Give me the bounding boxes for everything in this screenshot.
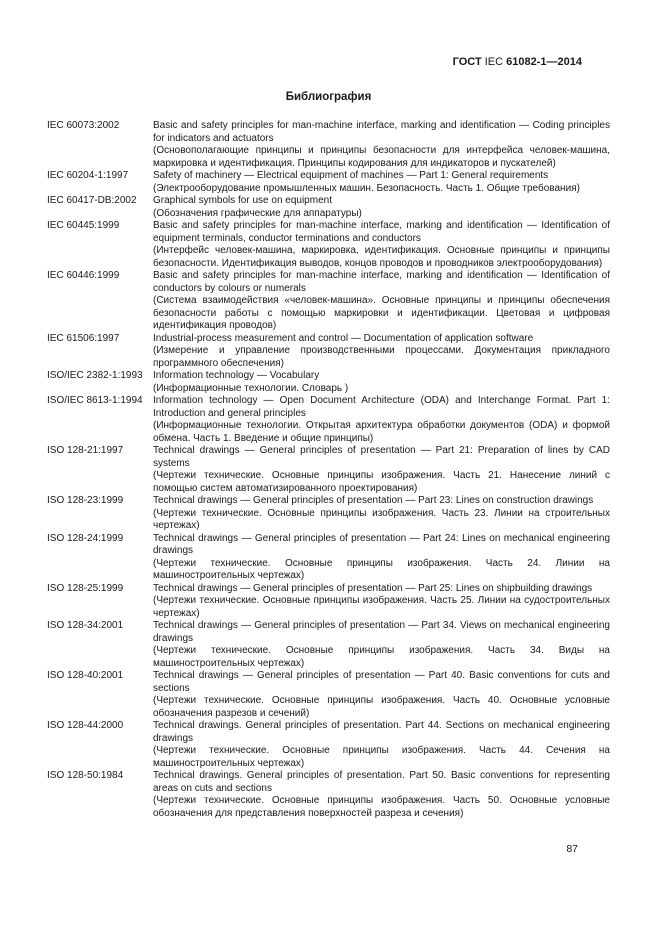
reference-code: ISO/IEC 2382-1:1993: [47, 370, 143, 381]
entry-text-english: Technical drawings — General principles of presentation — Part 34. Views on mechanical engineering drawings: [153, 620, 610, 644]
entry-text-russian: (Основополагающие принципы и принципы безопасности для интерфейса человек-машина, маркировка и идентификация. Принципы кодирования для индикаторов и пускателей): [153, 145, 610, 169]
entry-text-english: Basic and safety principles for man-machine interface, marking and identification — Identification of conductors by colours or numerals: [153, 270, 610, 294]
entry-text-russian: (Обозначения графические для аппаратуры): [153, 207, 362, 219]
entry-description: [153, 195, 610, 220]
reference-code: ISO 128-40:2001: [47, 670, 124, 681]
header-standard-number: 61082-1—2014: [506, 56, 582, 68]
entry-text-english: Graphical symbols for use on equipment: [153, 195, 332, 206]
entry-text-english: Technical drawings. General principles of presentation. Part 44. Sections on mechanical engineering drawings: [153, 720, 610, 744]
reference-code: ISO 128-34:2001: [47, 620, 124, 631]
reference-code: IEC 60417-DB:2002: [47, 195, 137, 206]
bibliography-entry: [47, 670, 610, 720]
reference-code: ISO 128-44:2000: [47, 720, 124, 731]
bibliography-entry: [47, 333, 610, 371]
entry-text-russian: (Чертежи технические. Основные принципы изображения. Часть 44. Сечения на машиностроительных чертежах): [153, 745, 610, 769]
reference-code: IEC 60204-1:1997: [47, 170, 129, 181]
entry-description: [153, 395, 610, 445]
reference-code: ISO 128-23:1999: [47, 495, 124, 506]
bibliography-entry: [47, 120, 610, 170]
reference-code: ISO 128-21:1997: [47, 445, 124, 456]
bibliography-entry: [47, 395, 610, 445]
reference-code: IEC 60446:1999: [47, 270, 120, 281]
reference-code: ISO/IEC 8613-1:1994: [47, 395, 143, 406]
running-header: [453, 55, 582, 69]
entry-text-russian: (Интерфейс человек-машина, маркировка, идентификация. Основные принципы и принципы безопасности. Идентификация выводов, концов проводов и проводников электрооборудования): [153, 245, 610, 269]
entry-description: [153, 120, 610, 170]
entry-description: [153, 370, 610, 395]
entry-description: [153, 445, 610, 495]
bibliography-entry: [47, 195, 610, 220]
bibliography-list: [47, 120, 610, 820]
page-number: 87: [566, 843, 578, 855]
entry-text-russian: (Чертежи технические. Основные принципы изображения. Часть 24. Линии на машиностроительных чертежах): [153, 557, 610, 581]
entry-text-english: Basic and safety principles for man-machine interface, marking and identification — Identification of equipment terminals, conductor terminations and conductors: [153, 220, 610, 244]
header-gost-label: ГОСТ: [452, 56, 482, 68]
entry-text-english: Information technology — Vocabulary: [153, 370, 320, 381]
entry-text-english: Basic and safety principles for man-machine interface, marking and identification — Coding principles for indicators and actuators: [153, 120, 610, 144]
entry-text-english: Technical drawings — General principles of presentation — Part 23: Lines on construction drawings: [153, 495, 594, 506]
entry-description: [153, 770, 610, 820]
entry-description: [153, 270, 610, 333]
page-title: Библиография: [285, 91, 372, 103]
entry-text-russian: (Чертежи технические. Основные принципы изображения. Часть 25. Линии на судостроительных чертежах): [153, 595, 610, 619]
entry-text-russian: (Система взаимодействия «человек-машина». Основные принципы и принципы обеспечения безопасности работы с помощью маркировки и идентификации. Цветовая и цифровая идентификация проводов): [153, 295, 610, 331]
entry-text-english: Information technology — Open Document Architecture (ODA) and Interchange Format. Part 1: Introduction and general principles: [153, 395, 610, 419]
entry-text-russian: (Чертежи технические. Основные принципы изображения. Часть 21. Нанесение линий с помощью систем автоматизированного проектирования): [153, 470, 610, 494]
entry-description: [153, 333, 610, 371]
bibliography-entry: [47, 220, 610, 270]
bibliography-entry: [47, 495, 610, 533]
reference-code: IEC 60073:2002: [47, 120, 120, 131]
bibliography-entry: [47, 533, 610, 583]
entry-description: [153, 670, 610, 720]
bibliography-entry: [47, 270, 610, 333]
bibliography-entry: [47, 720, 610, 770]
bibliography-entry: [47, 620, 610, 670]
entry-text-russian: (Электрооборудование промышленных машин. Безопасность. Часть 1. Общие требования): [153, 182, 580, 194]
entry-text-russian: (Чертежи технические. Основные принципы изображения. Часть 23. Линии на строительных чертежах): [153, 507, 610, 531]
entry-description: [153, 533, 610, 583]
bibliography-entry: [47, 370, 610, 395]
entry-text-english: Technical drawings — General principles of presentation — Part 24: Lines on mechanical engineering drawings: [153, 532, 610, 556]
entry-text-english: Technical drawings — General principles of presentation — Part 21: Preparation of lines by CAD systems: [153, 445, 610, 469]
entry-description: [153, 583, 610, 621]
bibliography-entry: [47, 770, 610, 820]
entry-text-english: Technical drawings. General principles of presentation. Part 50. Basic conventions for representing areas on cuts and sections: [153, 770, 610, 794]
entry-description: [153, 495, 610, 533]
header-org-label: IEC: [484, 56, 504, 68]
entry-text-english: Safety of machinery — Electrical equipment of machines — Part 1: General requirements: [153, 170, 549, 181]
reference-code: IEC 61506:1997: [47, 332, 120, 344]
reference-code: ISO 128-50:1984: [47, 770, 124, 781]
entry-description: [153, 220, 610, 270]
entry-text-russian: (Информационные технологии. Открытая архитектура обработки документов (ODA) и формой обмена. Часть 1. Введение и общие принципы): [153, 420, 610, 444]
entry-description: [153, 620, 610, 670]
entry-text-english: Technical drawings — General principles of presentation — Part 40. Basic conventions for cuts and sections: [153, 670, 610, 694]
entry-text-russian: (Измерение и управление производственными процессами. Документация прикладного программного обеспечения): [153, 345, 610, 369]
entry-text-russian: (Информационные технологии. Словарь ): [153, 382, 349, 394]
entry-text-english: Industrial-process measurement and control — Documentation of application software: [153, 332, 534, 344]
bibliography-entry: [47, 445, 610, 495]
entry-text-russian: (Чертежи технические. Основные принципы изображения. Часть 50. Основные условные обозначения для представления поверхностей разреза и сечения): [153, 795, 610, 819]
reference-code: IEC 60445:1999: [47, 220, 120, 231]
entry-text-english: Technical drawings — General principles of presentation — Part 25: Lines on shipbuilding drawings: [153, 582, 593, 594]
bibliography-entry: [47, 583, 610, 621]
entry-description: [153, 170, 610, 195]
reference-code: ISO 128-25:1999: [47, 582, 124, 594]
entry-description: [153, 720, 610, 770]
bibliography-entry: [47, 170, 610, 195]
reference-code: ISO 128-24:1999: [47, 532, 124, 544]
entry-text-russian: (Чертежи технические. Основные принципы изображения. Часть 40. Основные условные обозначения разрезов и сечений): [153, 695, 610, 719]
entry-text-russian: (Чертежи технические. Основные принципы изображения. Часть 34. Виды на машиностроительных чертежах): [153, 645, 610, 669]
